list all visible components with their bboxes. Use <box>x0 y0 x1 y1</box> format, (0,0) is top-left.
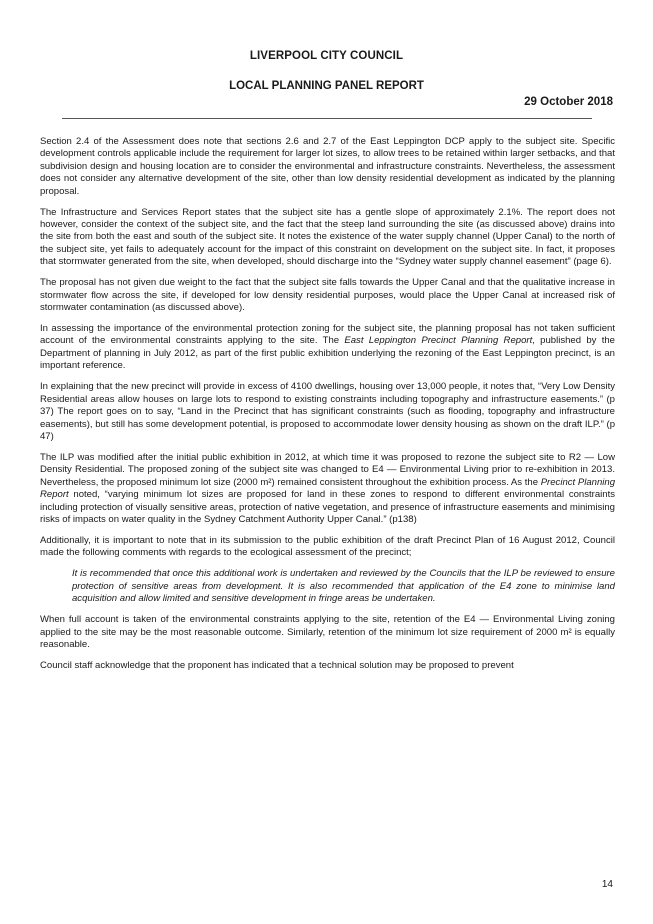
paragraph-technical-solution: Council staff acknowledge that the proponent has indicated that a technical solution may be proposed to prevent <box>40 659 514 671</box>
paragraph-infrastructure-report: The Infrastructure and Services Report states that the subject site has a gentle slope of approximately 2.1%. The report does not however, consider the context of the subject site, and the fact that the steep land surrounding the site (as discussed above) drains into the site from both the east and south of the subject site. It notes the existence of the water supply channel (Upper Canal) to the north of the subject site, yet fails to adequately account for the impact of this constraint on development on the subject site. In fact, it proposes that stormwater generated from the site, when developed, should discharge into the “Sydney water supply channel easement” (page 6). <box>40 206 615 268</box>
paragraph-text: In assessing the importance of the environmental protection zoning for the subject site, the planning proposal has not taken sufficient account of the environmental constraints applying to the site. The <box>40 323 615 347</box>
paragraph-text: , published by the Department of planning in July 2012, as part of the first public exhibition underlying the rezoning of the East Leppington precinct, is an important reference. <box>40 335 615 372</box>
council-name: LIVERPOOL CITY COUNCIL <box>249 50 404 62</box>
page-number: 14 <box>601 879 613 890</box>
paragraph-ilp-modification <box>40 452 615 526</box>
council-quote: It is recommended that once this additional work is undertaken and reviewed by the Councils that the ILP be reviewed to ensure protection of sensitive areas from development. It is also recommended that application of the E4 zone to minimise land acquisition and allow limited and sensitive development in fringe areas be undertaken. <box>72 568 615 605</box>
paragraph-environmental-zoning <box>40 323 615 373</box>
report-date: 29 October 2018 <box>524 96 613 108</box>
paragraph-text: noted, “varying minimum lot sizes are proposed for land in these zones to respond to different environmental constraints including protection of visually sensitive areas, protection of native vegetation, and presence of infrastructure easements and minimising risks of impacts on water quality in the Sydney Catchment Authority Upper Canal.” (p138) <box>40 489 615 525</box>
paragraph-upper-canal-risk: The proposal has not given due weight to the fact that the subject site falls towards the Upper Canal and that the qualitative increase in stormwater flow across the site, if developed for low density residential purposes, would place the Upper Canal at increased risk of stormwater contamination (as discussed above). <box>40 277 615 314</box>
paragraph-text: The ILP was modified after the initial public exhibition in 2012, at which time it was proposed to rezone the subject site to R2 — Low Density Residential. The proposed zoning of the subject site was changed to E4 — Environmental Living prior to re-exhibition in 2013. Nevertheless, the proposed minimum lot size (2000 m²) remained consistent throughout the exhibition process. As the <box>40 451 615 488</box>
publication-title: East Leppington Precinct Planning Report <box>344 335 533 347</box>
header-divider <box>62 118 592 119</box>
paragraph-precinct-dwellings: In explaining that the new precinct will provide in excess of 4100 dwellings, housing over 13,000 people, it notes that, “Very Low Density Residential areas allow houses on large lots to respond to existing constraints including topography and infrastructure easements.” (p 37) The report goes on to say, “Land in the Precinct that has significant constraints (such as flooding, topography and infrastructure easements), but still has some development potential, is proposed to accommodate lower density housing as shown on the draft ILP.” (p 47) <box>40 381 615 442</box>
paragraph-council-submission: Additionally, it is important to note that in its submission to the public exhibition of the draft Precinct Plan of 16 August 2012, Council made the following comments with regards to the ecological assessment of the precinct; <box>40 534 615 559</box>
report-title: LOCAL PLANNING PANEL REPORT <box>229 80 424 92</box>
report-body <box>40 136 615 681</box>
paragraph-dcp-controls: Section 2.4 of the Assessment does note that sections 2.6 and 2.7 of the East Leppington DCP apply to the subject site. Specific development controls applicable include the requirement for larger lot sizes, to allow trees to be retained within larger setbacks, and that subdivision design and housing location are to consider the environmental and infrastructure constraints. Nevertheless, the assessment does not consider any alternative development of the site, other than low density residential development as indicated by the planning proposal. <box>40 136 615 197</box>
publication-title: Precinct Planning Report <box>40 476 616 501</box>
paragraph-e4-retention: When full account is taken of the environmental constraints applying to the site, retention of the E4 — Environmental Living zoning applied to the site may be the most reasonable outcome. Similarly, retention of the minimum lot size requirement of 2000 m² is equally reasonable. <box>40 614 615 650</box>
